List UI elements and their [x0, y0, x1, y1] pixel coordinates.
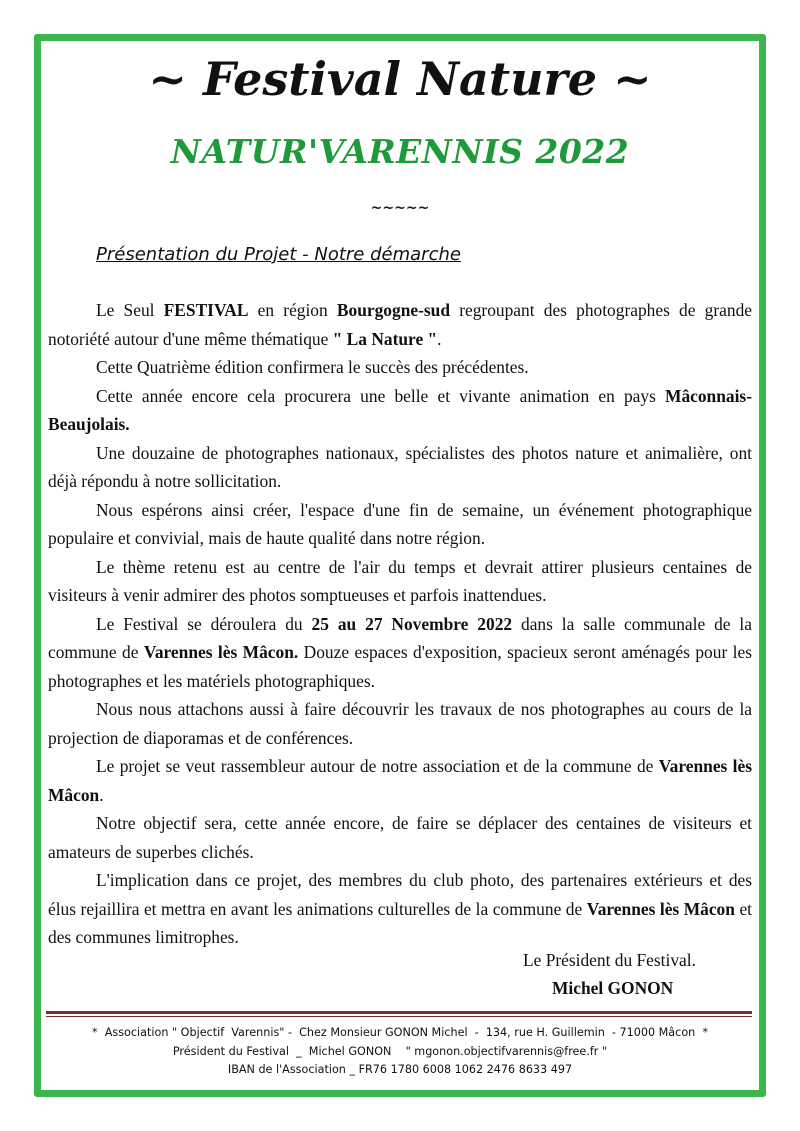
section-heading: Présentation du Projet - Notre démarche: [96, 244, 461, 265]
p7-text-c: dans la salle communale de la commune de: [48, 613, 752, 662]
signature-name: Michel GONON: [552, 978, 674, 998]
paragraph-5: Nous espérons ainsi créer, l'espace d'une fin de semaine, un événement photographique populaire et convivial, mais de haute qualité dans notre région.: [48, 499, 752, 548]
body-text: [48, 296, 752, 952]
footer-contact: Président du Festival _ Michel GONON " mgonon.objectifvarennis@free.fr ": [172, 1045, 608, 1058]
paragraph-1: [48, 296, 752, 353]
p9-text-a: Le projet se veut rassembleur autour de notre association et de la commune de: [96, 756, 659, 776]
paragraph-11: [48, 866, 752, 952]
footer-rule-thick: [46, 1011, 752, 1014]
p1-region: Bourgogne-sud: [336, 300, 450, 320]
p1-text-a: Le Seul: [96, 300, 164, 320]
paragraph-2: Cette Quatrième édition confirmera le succès des précédentes.: [96, 357, 529, 377]
document-title: ~ Festival Nature ~: [148, 52, 652, 106]
p3-text-a: Cette année encore cela procurera une belle et vivante animation en pays: [96, 385, 666, 406]
paragraph-7: [48, 610, 752, 696]
p9-town: Varennes lès Mâcon: [48, 756, 753, 805]
p11-text-a: L'implication dans ce projet, des membres du club photo, des partenaires extérieurs et des élus rejaillira et mettra en avant les animations culturelles de la commune de: [48, 870, 752, 919]
paragraph-4: Une douzaine de photographes nationaux, spécialistes des photos nature et animalière, ont déjà répondu à notre sollicitation.: [48, 442, 752, 491]
p1-text-e: regroupant des photographes de grande notoriété autour d'une même thématique: [48, 300, 752, 349]
p1-theme: " La Nature ": [332, 328, 438, 349]
paragraph-9: [48, 752, 752, 809]
signature-role: Le Président du Festival.: [523, 950, 696, 970]
separator: ~~~~~: [370, 200, 430, 216]
footer-iban: IBAN de l'Association _ FR76 1780 6008 1062 2476 8633 497: [227, 1063, 573, 1076]
p7-text-a: Le Festival se déroulera du: [96, 613, 312, 634]
p7-dates: 25 au 27 Novembre 2022: [311, 613, 513, 634]
footer-rule-thin: [46, 1016, 752, 1017]
document-subtitle: NATUR'VARENNIS 2022: [170, 132, 630, 171]
p1-text-g: .: [437, 328, 442, 349]
p1-festival: FESTIVAL: [163, 300, 249, 320]
paragraph-6: Le thème retenu est au centre de l'air du temps et devrait attirer plusieurs centaines de visiteurs à venir admirer des photos somptueuses et parfois inattendues.: [48, 556, 752, 605]
p1-text-c: en région: [248, 300, 337, 320]
paragraph-3: [48, 382, 752, 439]
footer-address: * Association " Objectif Varennis" - Chez Monsieur GONON Michel - 134, rue H. Guillemin - 71000 Mâcon *: [92, 1026, 708, 1039]
p11-text-c: et des communes limitrophes.: [48, 898, 752, 947]
p3-region: Mâconnais-Beaujolais.: [48, 385, 752, 434]
p7-town: Varennes lès Mâcon.: [143, 642, 299, 662]
p9-text-c: .: [99, 784, 104, 805]
paragraph-8: Nous nous attachons aussi à faire découvrir les travaux de nos photographes au cours de la projection de diaporamas et de conférences.: [48, 699, 752, 748]
p11-town: Varennes lès Mâcon: [586, 898, 735, 919]
p7-text-e: Douze espaces d'exposition, spacieux seront aménagés pour les photographes et les matériels photographiques.: [48, 642, 752, 691]
paragraph-10: Notre objectif sera, cette année encore, de faire se déplacer des centaines de visiteurs et amateurs de superbes clichés.: [48, 813, 752, 862]
